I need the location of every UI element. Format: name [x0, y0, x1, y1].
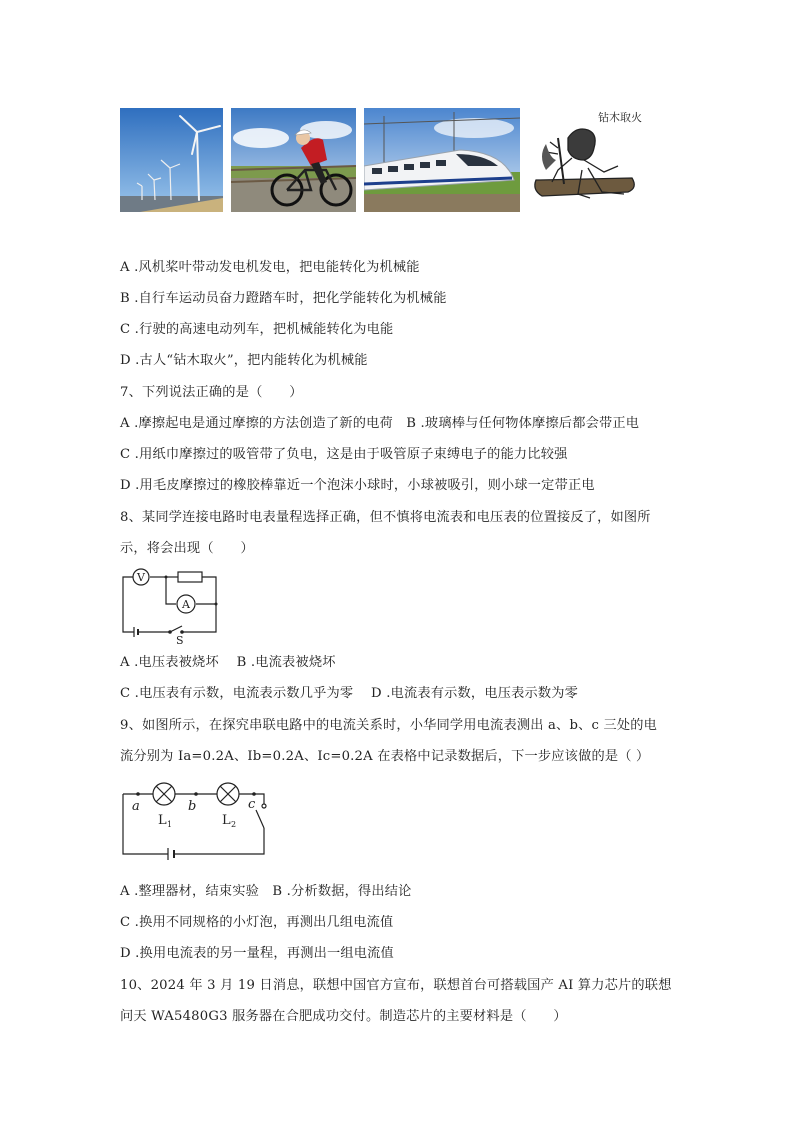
- switch-label: S: [176, 634, 184, 647]
- q8-option-ab: A .电压表被烧坏 B .电流表被烧坏: [120, 655, 336, 670]
- q7-stem: 7、下列说法正确的是（ ）: [120, 385, 303, 400]
- lamp2-subscript: 2: [231, 820, 237, 829]
- q7-option-d: D .用毛皮摩擦过的橡胶棒靠近一个泡沫小球时，小球被吸引，则小球一定带正电: [120, 478, 595, 493]
- q6-option-b: B .自行车运动员奋力蹬踏车时，把化学能转化为机械能: [120, 291, 447, 306]
- q7-option-ab: A .摩擦起电是通过摩擦的方法创造了新的电荷 B .玻璃棒与任何物体摩擦后都会带正电: [120, 416, 640, 431]
- voltmeter-label: V: [137, 571, 145, 584]
- q8-circuit-diagram: [118, 564, 228, 646]
- q10-stem-line1: 10、2024 年 3 月 19 日消息，联想中国官方宣布，联想首台可搭载国产 AI 算力芯片的联想: [120, 978, 672, 993]
- wind-turbine-photo: [120, 108, 223, 212]
- q9-series-circuit-diagram: [118, 780, 278, 862]
- q6-option-c: C .行驶的高速电动列车，把机械能转化为电能: [120, 322, 394, 337]
- q9-stem-line1: 9、如图所示，在探究串联电路中的电流关系时，小华同学用电流表测出 a、b、c 三处的电: [120, 718, 657, 733]
- q9-option-d: D .换用电流表的另一量程，再测出一组电流值: [120, 946, 394, 961]
- ammeter-label: A: [182, 598, 190, 611]
- lamp1-subscript: 1: [167, 820, 173, 829]
- point-c-label: c: [248, 797, 256, 812]
- cyclist-photo: [231, 108, 356, 212]
- q7-option-c: C .用纸巾摩擦过的吸管带了负电，这是由于吸管原子束缚电子的能力比较强: [120, 447, 568, 462]
- q10-stem-line2: 问天 WA5480G3 服务器在合肥成功交付。制造芯片的主要材料是（ ）: [120, 1009, 567, 1024]
- q6-option-a: A .风机桨叶带动发电机发电，把电能转化为机械能: [120, 260, 420, 275]
- q9-option-ab: A .整理器材，结束实验 B .分析数据，得出结论: [120, 884, 412, 899]
- point-b-label: b: [188, 799, 197, 814]
- q8-option-cd: C .电压表有示数，电流表示数几乎为零 D .电流表有示数，电压表示数为零: [120, 686, 579, 701]
- bullet-train-photo: [364, 108, 520, 212]
- q6-option-d: D .古人“钻木取火”，把内能转化为机械能: [120, 353, 368, 368]
- lamp1-label: L: [158, 813, 167, 828]
- fire-caption: 钻木取火: [598, 111, 642, 124]
- lamp2-label: L: [222, 813, 231, 828]
- drilling-wood-fire-illustration: [528, 108, 648, 212]
- q9-option-c: C .换用不同规格的小灯泡，再测出几组电流值: [120, 915, 394, 930]
- q9-stem-line2: 流分别为 Ia=0.2A、Ib=0.2A、Ic=0.2A 在表格中记录数据后，下一步应该做的是（ ）: [120, 749, 650, 764]
- q8-stem-line2: 示，将会出现（ ）: [120, 541, 254, 556]
- point-a-label: a: [132, 799, 140, 814]
- q8-stem-line1: 8、某同学连接电路时电表量程选择正确，但不慎将电流表和电压表的位置接反了，如图所: [120, 510, 651, 525]
